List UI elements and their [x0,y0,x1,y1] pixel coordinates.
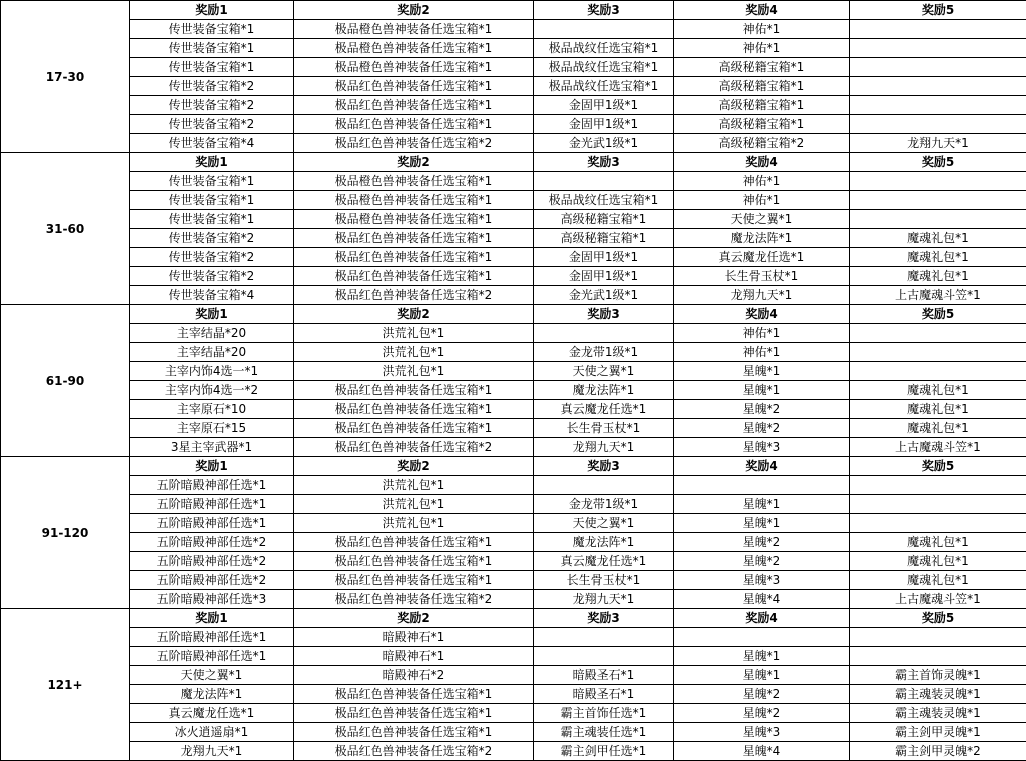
column-header-reward-1: 奖励1 [130,1,294,20]
reward-cell [674,476,850,495]
reward-cell: 极品红色兽神装备任选宝箱*2 [294,742,534,761]
reward-cell: 极品红色兽神装备任选宝箱*1 [294,77,534,96]
reward-cell: 五阶暗殿神部任选*1 [130,476,294,495]
reward-cell [534,20,674,39]
reward-cell: 极品战纹任选宝箱*1 [534,39,674,58]
reward-cell: 天使之翼*1 [674,210,850,229]
reward-cell: 霸主剑甲任选*1 [534,742,674,761]
reward-cell: 极品战纹任选宝箱*1 [534,191,674,210]
table-row [1,476,1026,495]
reward-cell [534,476,674,495]
reward-cell [850,514,1026,533]
reward-cell [850,647,1026,666]
reward-cell [850,324,1026,343]
reward-cell: 星魄*3 [674,723,850,742]
table-row [1,39,1026,58]
reward-cell: 极品红色兽神装备任选宝箱*1 [294,571,534,590]
reward-cell [850,343,1026,362]
reward-cell: 传世装备宝箱*1 [130,172,294,191]
reward-cell [850,362,1026,381]
reward-cell: 霸主魂装任选*1 [534,723,674,742]
reward-cell: 星魄*4 [674,590,850,609]
reward-cell: 五阶暗殿神部任选*2 [130,571,294,590]
reward-cell: 五阶暗殿神部任选*1 [130,495,294,514]
reward-cell: 霸主首饰灵魄*1 [850,666,1026,685]
reward-cell [850,476,1026,495]
reward-cell: 霸主魂装灵魄*1 [850,704,1026,723]
reward-cell: 传世装备宝箱*2 [130,77,294,96]
column-header-reward-2: 奖励2 [294,609,534,628]
reward-cell: 金光武1级*1 [534,286,674,305]
table-row [1,362,1026,381]
reward-cell: 金固甲1级*1 [534,115,674,134]
column-header-reward-2: 奖励2 [294,1,534,20]
reward-cell: 神佑*1 [674,324,850,343]
reward-cell: 霸主首饰任选*1 [534,704,674,723]
table-row [1,191,1026,210]
table-row [1,571,1026,590]
column-header-reward-3: 奖励3 [534,1,674,20]
column-header-reward-5: 奖励5 [850,305,1026,324]
reward-cell: 主宰原石*15 [130,419,294,438]
reward-cell: 高级秘籍宝箱*1 [674,58,850,77]
reward-cell: 神佑*1 [674,343,850,362]
reward-cell: 神佑*1 [674,39,850,58]
column-header-reward-2: 奖励2 [294,457,534,476]
reward-cell: 星魄*2 [674,400,850,419]
table-row [1,666,1026,685]
reward-cell: 星魄*3 [674,571,850,590]
table-row [1,20,1026,39]
reward-cell: 星魄*2 [674,552,850,571]
reward-cell: 星魄*3 [674,438,850,457]
reward-cell [850,77,1026,96]
reward-cell: 魔龙法阵*1 [674,229,850,248]
reward-cell: 主宰内饰4选一*2 [130,381,294,400]
table-row [1,96,1026,115]
reward-cell: 龙翔九天*1 [850,134,1026,153]
reward-cell: 魔魂礼包*1 [850,229,1026,248]
reward-cell: 天使之翼*1 [130,666,294,685]
reward-cell: 传世装备宝箱*4 [130,286,294,305]
reward-cell: 传世装备宝箱*1 [130,210,294,229]
level-range-cell: 91-120 [1,457,130,609]
reward-cell: 传世装备宝箱*1 [130,58,294,77]
reward-cell: 暗殿圣石*1 [534,666,674,685]
table-row [1,58,1026,77]
table-body [1,1,1026,761]
reward-cell: 极品红色兽神装备任选宝箱*1 [294,533,534,552]
reward-cell [534,647,674,666]
reward-cell: 天使之翼*1 [534,514,674,533]
reward-cell: 龙翔九天*1 [534,590,674,609]
section-header-row [1,1,1026,20]
table-row [1,115,1026,134]
reward-cell [850,628,1026,647]
section-header-row [1,609,1026,628]
reward-cell: 霸主剑甲灵魄*1 [850,723,1026,742]
reward-cell: 星魄*1 [674,514,850,533]
table-row [1,628,1026,647]
level-range-cell: 61-90 [1,305,130,457]
reward-cell: 金光武1级*1 [534,134,674,153]
reward-cell: 高级秘籍宝箱*1 [534,229,674,248]
table-row [1,438,1026,457]
reward-cell: 五阶暗殿神部任选*3 [130,590,294,609]
table-row [1,77,1026,96]
reward-cell: 金固甲1级*1 [534,96,674,115]
reward-cell: 极品橙色兽神装备任选宝箱*1 [294,39,534,58]
reward-cell: 极品橙色兽神装备任选宝箱*1 [294,191,534,210]
reward-cell: 极品红色兽神装备任选宝箱*1 [294,96,534,115]
reward-cell [850,210,1026,229]
reward-cell: 洪荒礼包*1 [294,324,534,343]
reward-cell: 极品红色兽神装备任选宝箱*1 [294,115,534,134]
table-row [1,533,1026,552]
reward-cell: 传世装备宝箱*1 [130,20,294,39]
reward-cell: 真云魔龙任选*1 [534,400,674,419]
reward-cell: 主宰结晶*20 [130,343,294,362]
column-header-reward-2: 奖励2 [294,305,534,324]
level-range-cell: 31-60 [1,153,130,305]
reward-cell: 五阶暗殿神部任选*1 [130,628,294,647]
reward-cell: 极品红色兽神装备任选宝箱*2 [294,286,534,305]
reward-cell: 极品红色兽神装备任选宝箱*2 [294,590,534,609]
reward-cell: 洪荒礼包*1 [294,343,534,362]
reward-cell: 主宰结晶*20 [130,324,294,343]
reward-cell [850,191,1026,210]
reward-cell: 极品红色兽神装备任选宝箱*1 [294,723,534,742]
reward-cell: 星魄*1 [674,647,850,666]
reward-cell: 上古魔魂斗笠*1 [850,438,1026,457]
column-header-reward-5: 奖励5 [850,1,1026,20]
reward-cell: 极品战纹任选宝箱*1 [534,77,674,96]
reward-cell: 高级秘籍宝箱*1 [674,115,850,134]
table-row [1,324,1026,343]
reward-cell [534,172,674,191]
column-header-reward-1: 奖励1 [130,457,294,476]
reward-cell: 极品红色兽神装备任选宝箱*1 [294,400,534,419]
reward-cell: 五阶暗殿神部任选*2 [130,552,294,571]
reward-cell: 洪荒礼包*1 [294,514,534,533]
table-row [1,134,1026,153]
reward-cell: 魔龙法阵*1 [130,685,294,704]
reward-cell: 龙翔九天*1 [130,742,294,761]
table-row [1,267,1026,286]
column-header-reward-1: 奖励1 [130,153,294,172]
column-header-reward-4: 奖励4 [674,305,850,324]
reward-cell: 极品红色兽神装备任选宝箱*1 [294,419,534,438]
reward-cell: 传世装备宝箱*1 [130,191,294,210]
reward-cell [850,58,1026,77]
reward-cell: 极品橙色兽神装备任选宝箱*1 [294,58,534,77]
reward-cell: 上古魔魂斗笠*1 [850,590,1026,609]
table-row [1,723,1026,742]
reward-cell: 星魄*1 [674,381,850,400]
table-row [1,685,1026,704]
reward-cell: 魔魂礼包*1 [850,400,1026,419]
column-header-reward-4: 奖励4 [674,153,850,172]
reward-cell: 龙翔九天*1 [534,438,674,457]
reward-cell: 传世装备宝箱*4 [130,134,294,153]
reward-cell: 极品红色兽神装备任选宝箱*1 [294,267,534,286]
level-range-cell: 121+ [1,609,130,761]
reward-cell: 传世装备宝箱*2 [130,248,294,267]
column-header-reward-3: 奖励3 [534,609,674,628]
reward-cell: 星魄*2 [674,704,850,723]
reward-cell: 极品战纹任选宝箱*1 [534,58,674,77]
reward-cell: 长生骨玉杖*1 [674,267,850,286]
reward-cell: 魔龙法阵*1 [534,533,674,552]
reward-cell: 五阶暗殿神部任选*1 [130,514,294,533]
reward-cell: 暗殿圣石*1 [534,685,674,704]
reward-cell: 高级秘籍宝箱*1 [534,210,674,229]
column-header-reward-5: 奖励5 [850,609,1026,628]
reward-cell: 魔魂礼包*1 [850,248,1026,267]
reward-cell: 上古魔魂斗笠*1 [850,286,1026,305]
table-row [1,742,1026,761]
reward-cell: 魔魂礼包*1 [850,419,1026,438]
reward-cell [674,628,850,647]
reward-cell [850,495,1026,514]
section-header-row [1,153,1026,172]
reward-cell [850,115,1026,134]
reward-cell: 金固甲1级*1 [534,248,674,267]
reward-cell: 魔魂礼包*1 [850,533,1026,552]
reward-cell: 长生骨玉杖*1 [534,419,674,438]
table-row [1,552,1026,571]
reward-cell: 极品橙色兽神装备任选宝箱*1 [294,172,534,191]
reward-cell: 星魄*1 [674,495,850,514]
table-row [1,286,1026,305]
reward-cell [850,39,1026,58]
reward-cell: 冰火逍遥扇*1 [130,723,294,742]
reward-cell: 五阶暗殿神部任选*2 [130,533,294,552]
reward-cell: 极品红色兽神装备任选宝箱*1 [294,381,534,400]
table-row [1,229,1026,248]
reward-cell [850,172,1026,191]
reward-cell: 星魄*1 [674,362,850,381]
section-header-row [1,457,1026,476]
reward-cell: 真云魔龙任选*1 [534,552,674,571]
reward-cell: 主宰内饰4选一*1 [130,362,294,381]
column-header-reward-4: 奖励4 [674,457,850,476]
reward-cell [534,628,674,647]
reward-cell: 暗殿神石*2 [294,666,534,685]
reward-cell: 天使之翼*1 [534,362,674,381]
table-row [1,343,1026,362]
reward-cell: 暗殿神石*1 [294,647,534,666]
reward-cell: 魔魂礼包*1 [850,381,1026,400]
column-header-reward-4: 奖励4 [674,1,850,20]
column-header-reward-1: 奖励1 [130,609,294,628]
reward-cell: 星魄*2 [674,685,850,704]
reward-cell: 洪荒礼包*1 [294,362,534,381]
column-header-reward-5: 奖励5 [850,457,1026,476]
reward-cell: 真云魔龙任选*1 [674,248,850,267]
reward-cell: 魔魂礼包*1 [850,267,1026,286]
table-row [1,210,1026,229]
reward-cell: 星魄*1 [674,666,850,685]
reward-cell: 极品红色兽神装备任选宝箱*1 [294,704,534,723]
reward-cell: 3星主宰武器*1 [130,438,294,457]
reward-cell: 魔魂礼包*1 [850,571,1026,590]
reward-cell: 长生骨玉杖*1 [534,571,674,590]
table-row [1,647,1026,666]
reward-cell: 极品红色兽神装备任选宝箱*2 [294,134,534,153]
reward-cell: 高级秘籍宝箱*1 [674,77,850,96]
reward-cell: 极品红色兽神装备任选宝箱*1 [294,552,534,571]
reward-cell [534,324,674,343]
reward-cell: 暗殿神石*1 [294,628,534,647]
reward-cell: 传世装备宝箱*1 [130,39,294,58]
reward-cell: 极品红色兽神装备任选宝箱*1 [294,229,534,248]
column-header-reward-3: 奖励3 [534,305,674,324]
reward-cell: 极品红色兽神装备任选宝箱*1 [294,685,534,704]
table-row [1,419,1026,438]
column-header-reward-5: 奖励5 [850,153,1026,172]
reward-cell: 魔龙法阵*1 [534,381,674,400]
reward-cell: 极品橙色兽神装备任选宝箱*1 [294,210,534,229]
reward-cell: 极品橙色兽神装备任选宝箱*1 [294,20,534,39]
table-row [1,704,1026,723]
reward-cell: 极品红色兽神装备任选宝箱*2 [294,438,534,457]
reward-cell: 洪荒礼包*1 [294,476,534,495]
column-header-reward-4: 奖励4 [674,609,850,628]
reward-cell: 星魄*4 [674,742,850,761]
table-row [1,381,1026,400]
reward-cell: 神佑*1 [674,20,850,39]
reward-cell: 星魄*2 [674,419,850,438]
column-header-reward-3: 奖励3 [534,457,674,476]
column-header-reward-1: 奖励1 [130,305,294,324]
reward-cell: 霸主魂装灵魄*1 [850,685,1026,704]
table-row [1,514,1026,533]
table-row [1,495,1026,514]
reward-cell: 魔魂礼包*1 [850,552,1026,571]
reward-cell: 龙翔九天*1 [674,286,850,305]
reward-cell: 五阶暗殿神部任选*1 [130,647,294,666]
reward-cell [850,96,1026,115]
reward-cell [850,20,1026,39]
column-header-reward-2: 奖励2 [294,153,534,172]
level-range-cell: 17-30 [1,1,130,153]
reward-cell: 洪荒礼包*1 [294,495,534,514]
section-header-row [1,305,1026,324]
reward-cell: 神佑*1 [674,191,850,210]
reward-cell: 极品红色兽神装备任选宝箱*1 [294,248,534,267]
reward-cell: 传世装备宝箱*2 [130,267,294,286]
column-header-reward-3: 奖励3 [534,153,674,172]
reward-cell: 高级秘籍宝箱*2 [674,134,850,153]
table-row [1,172,1026,191]
reward-cell: 高级秘籍宝箱*1 [674,96,850,115]
reward-cell: 霸主剑甲灵魄*2 [850,742,1026,761]
reward-cell: 传世装备宝箱*2 [130,229,294,248]
table-row [1,248,1026,267]
table-row [1,400,1026,419]
reward-cell: 传世装备宝箱*2 [130,115,294,134]
table-row [1,590,1026,609]
reward-cell: 主宰原石*10 [130,400,294,419]
reward-cell: 星魄*2 [674,533,850,552]
reward-cell: 金固甲1级*1 [534,267,674,286]
reward-cell: 传世装备宝箱*2 [130,96,294,115]
reward-cell: 真云魔龙任选*1 [130,704,294,723]
reward-cell: 神佑*1 [674,172,850,191]
reward-cell: 金龙带1级*1 [534,495,674,514]
reward-cell: 金龙带1级*1 [534,343,674,362]
